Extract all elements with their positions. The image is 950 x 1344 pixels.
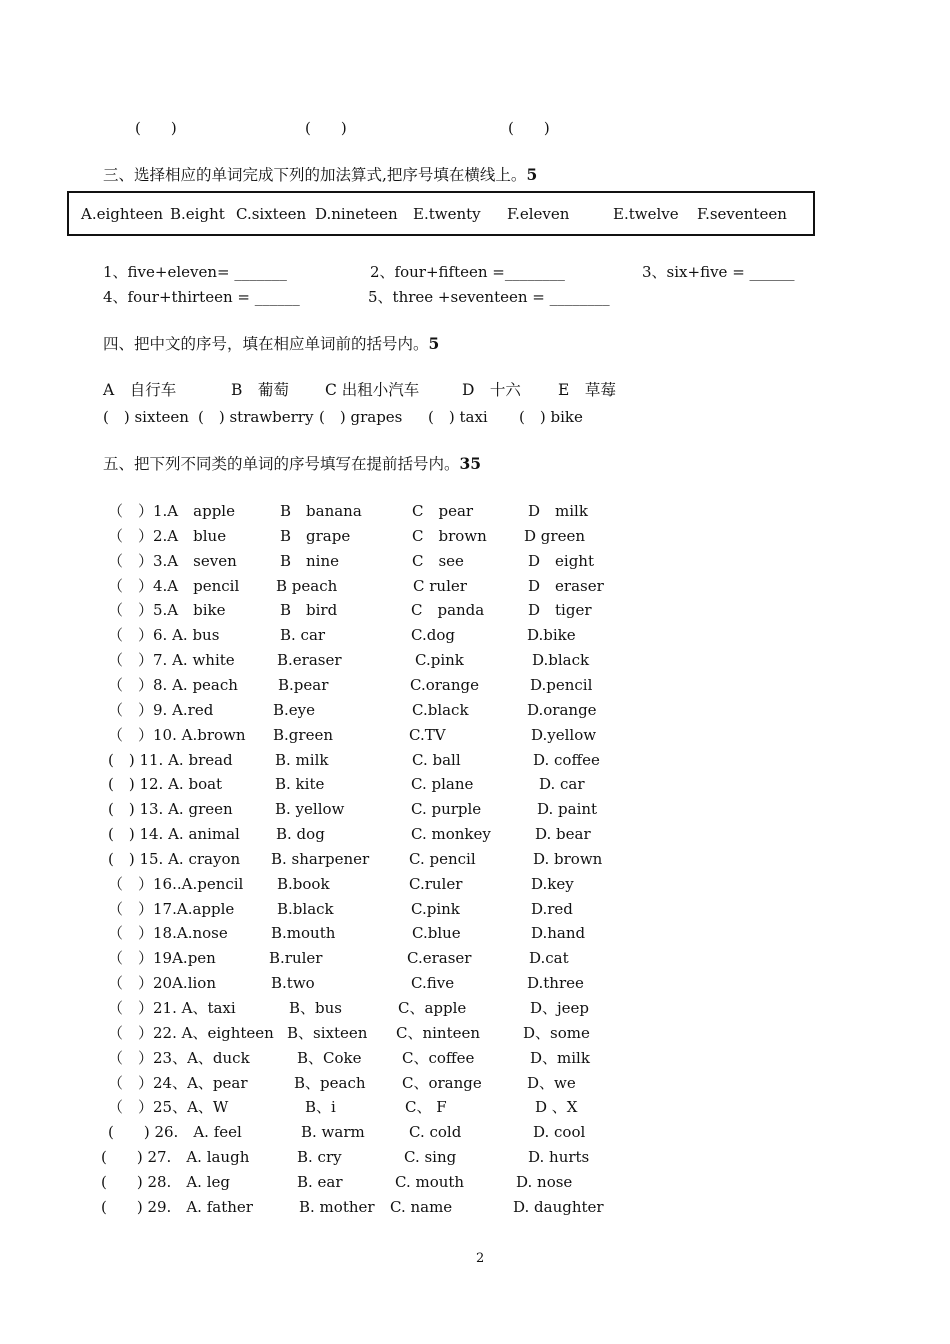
option-c: C、 F	[405, 1098, 447, 1116]
option-c: C.pink	[411, 900, 460, 918]
option-c: C see	[412, 552, 464, 570]
option-c: C.five	[411, 974, 455, 992]
option-d: D. daughter	[513, 1198, 604, 1216]
section3-score: 5	[526, 165, 538, 184]
word-grapes: ( ) grapes	[319, 408, 403, 426]
option-b: B peach	[276, 577, 338, 595]
option-c: C.pink	[415, 651, 464, 669]
option-c: C.TV	[409, 726, 446, 744]
question-number: ( ) 13. A. green	[108, 800, 233, 818]
option-b: B. dog	[276, 825, 325, 843]
option-c: C. purple	[411, 800, 482, 818]
option-d: D、jeep	[530, 999, 590, 1017]
option-d: D、milk	[530, 1049, 590, 1067]
question-number: ( ) 11. A. bread	[108, 751, 233, 769]
option-b: B. kite	[275, 775, 325, 793]
option-c: C、ninteen	[396, 1024, 481, 1042]
word-taxi: ( ) taxi	[428, 408, 488, 426]
option-c: C. ball	[412, 751, 461, 769]
question-number: ( ) 12. A. boat	[108, 775, 223, 793]
equation-5: 5、three +seventeen = ________	[368, 288, 610, 306]
equation-2: 2、four+fifteen =________	[370, 263, 565, 281]
answer-bracket-2: ( )	[305, 119, 347, 137]
question-number: （ ）20A.lion	[108, 974, 216, 992]
question-number: ( ) 26. A. feel	[108, 1123, 242, 1141]
question-number: （ ）21. A、taxi	[108, 999, 236, 1017]
choice-b: B 葡萄	[231, 381, 289, 399]
section5-heading	[103, 456, 481, 473]
question-number: （ ）17.A.apple	[108, 900, 235, 918]
option-b: B、peach	[294, 1074, 366, 1092]
option-d: D green	[524, 527, 585, 545]
option-d: D. cool	[533, 1123, 586, 1141]
question-number: （ ）24、A、pear	[108, 1074, 248, 1092]
option-c: C. sing	[404, 1148, 457, 1166]
option-b: B.book	[277, 875, 330, 893]
option-b: B bird	[280, 601, 338, 619]
equation-1: 1、five+eleven= _______	[103, 263, 287, 281]
question-number: （ ）25、A、W	[108, 1098, 229, 1116]
option-f2: F.seventeen	[697, 205, 787, 223]
question-number: （ ）23、A、duck	[108, 1049, 250, 1067]
option-d: D、we	[527, 1074, 576, 1092]
option-b: B.eye	[273, 701, 316, 719]
option-d: D、some	[523, 1024, 590, 1042]
section3-title: 三、选择相应的单词完成下列的加法算式,把序号填在横线上。	[103, 166, 527, 184]
option-c: C、apple	[398, 999, 467, 1017]
option-f: F.eleven	[507, 205, 570, 223]
option-c: C ruler	[413, 577, 467, 595]
question-number: ( ) 29. A. father	[101, 1198, 253, 1216]
option-d: D. hurts	[528, 1148, 590, 1166]
option-b: B、sixteen	[287, 1024, 368, 1042]
option-d: D 、X	[535, 1098, 578, 1116]
option-b: B nine	[280, 552, 340, 570]
option-d: D.key	[531, 875, 574, 893]
option-d: D.pencil	[530, 676, 593, 694]
option-b: B.eraser	[277, 651, 342, 669]
option-d: D.hand	[531, 924, 586, 942]
word-options-box	[67, 191, 815, 236]
option-c: C.dog	[411, 626, 455, 644]
question-number: （ ）5.A bike	[108, 601, 226, 619]
option-b: B.eight	[170, 205, 225, 223]
option-d: D tiger	[528, 601, 592, 619]
option-c: C brown	[412, 527, 487, 545]
question-number: （ ）7. A. white	[108, 651, 235, 669]
question-number: （ ）3.A seven	[108, 552, 237, 570]
option-d: D eraser	[528, 577, 604, 595]
option-b: B. cry	[297, 1148, 342, 1166]
question-number: （ ）22. A、eighteen	[108, 1024, 274, 1042]
option-c: C.sixteen	[236, 205, 307, 223]
option-d: D.yellow	[531, 726, 597, 744]
option-b: B、Coke	[297, 1049, 362, 1067]
option-b: B. ear	[297, 1173, 343, 1191]
option-b: B. car	[280, 626, 326, 644]
answer-bracket-3: ( )	[508, 119, 550, 137]
answer-bracket-1: ( )	[135, 119, 177, 137]
option-e: E.twenty	[413, 205, 481, 223]
option-c: C pear	[412, 502, 474, 520]
option-b: B.black	[277, 900, 334, 918]
page-number: 2	[476, 1251, 485, 1266]
choice-d: D 十六	[462, 381, 521, 399]
option-d: D. coffee	[533, 751, 600, 769]
option-b: B. mother	[299, 1198, 375, 1216]
question-number: （ ）6. A. bus	[108, 626, 220, 644]
option-c: C. cold	[409, 1123, 462, 1141]
option-b: B.two	[271, 974, 315, 992]
option-c: C. pencil	[409, 850, 476, 868]
word-bike: ( ) bike	[519, 408, 583, 426]
choice-c: C 出租小汽车	[325, 381, 420, 399]
option-d: D.cat	[529, 949, 569, 967]
option-c: C panda	[411, 601, 485, 619]
question-number: ( ) 27. A. laugh	[101, 1148, 250, 1166]
word-strawberry: ( ) strawberry	[198, 408, 314, 426]
option-d: D.black	[532, 651, 590, 669]
option-d: D eight	[528, 552, 594, 570]
option-d: D. nose	[516, 1173, 573, 1191]
choice-e: E 草莓	[558, 381, 616, 399]
option-b: B、i	[305, 1098, 336, 1116]
option-b: B.green	[273, 726, 333, 744]
option-a: A.eighteen	[81, 205, 163, 223]
section5-title: 五、把下列不同类的单词的序号填写在提前括号内。	[103, 455, 460, 473]
option-d: D. paint	[537, 800, 598, 818]
choice-a: A 自行车	[103, 381, 177, 399]
option-b: B. warm	[301, 1123, 365, 1141]
question-number: （ ）19A.pen	[108, 949, 216, 967]
question-number: ( ) 28. A. leg	[101, 1173, 230, 1191]
option-c: C. plane	[411, 775, 474, 793]
option-c: C. mouth	[395, 1173, 465, 1191]
question-number: ( ) 14. A. animal	[108, 825, 240, 843]
option-d: D.orange	[527, 701, 597, 719]
option-c: C.eraser	[407, 949, 472, 967]
option-d: D.red	[531, 900, 573, 918]
option-c: C.ruler	[409, 875, 463, 893]
option-b: B. milk	[275, 751, 329, 769]
section3-heading	[103, 167, 537, 184]
option-d: D.nineteen	[315, 205, 398, 223]
question-number: （ ）9. A.red	[108, 701, 214, 719]
equation-4: 4、four+thirteen = ______	[103, 288, 300, 306]
section4-heading	[103, 336, 439, 353]
question-number: （ ）2.A blue	[108, 527, 227, 545]
option-b: B. yellow	[275, 800, 345, 818]
option-c: C、orange	[402, 1074, 482, 1092]
option-e2: E.twelve	[613, 205, 679, 223]
option-d: D milk	[528, 502, 588, 520]
option-c: C、coffee	[402, 1049, 475, 1067]
option-b: B banana	[280, 502, 362, 520]
option-d: D.bike	[527, 626, 576, 644]
option-c: C.black	[412, 701, 469, 719]
question-number: （ ）10. A.brown	[108, 726, 246, 744]
option-d: D. brown	[533, 850, 603, 868]
option-c: C.orange	[410, 676, 479, 694]
option-b: B、bus	[289, 999, 342, 1017]
option-d: D. bear	[535, 825, 591, 843]
option-c: C. monkey	[411, 825, 491, 843]
option-c: C. name	[390, 1198, 453, 1216]
option-b: B.mouth	[271, 924, 336, 942]
equation-3: 3、six+five = ______	[642, 263, 795, 281]
option-b: B.pear	[278, 676, 329, 694]
question-number: （ ）4.A pencil	[108, 577, 240, 595]
option-b: B grape	[280, 527, 351, 545]
question-number: （ ）16..A.pencil	[108, 875, 244, 893]
section4-score: 5	[428, 334, 440, 353]
option-d: D.three	[527, 974, 584, 992]
section4-title: 四、把中文的序号，填在相应单词前的括号内。	[103, 335, 429, 353]
word-sixteen: ( ) sixteen	[103, 408, 189, 426]
question-number: （ ）1.A apple	[108, 502, 235, 520]
option-c: C.blue	[412, 924, 461, 942]
option-b: B. sharpener	[271, 850, 370, 868]
option-b: B.ruler	[269, 949, 323, 967]
section5-score: 35	[459, 454, 482, 473]
question-number: （ ）8. A. peach	[108, 676, 238, 694]
question-number: ( ) 15. A. crayon	[108, 850, 241, 868]
question-number: （ ）18.A.nose	[108, 924, 228, 942]
option-d: D. car	[539, 775, 585, 793]
